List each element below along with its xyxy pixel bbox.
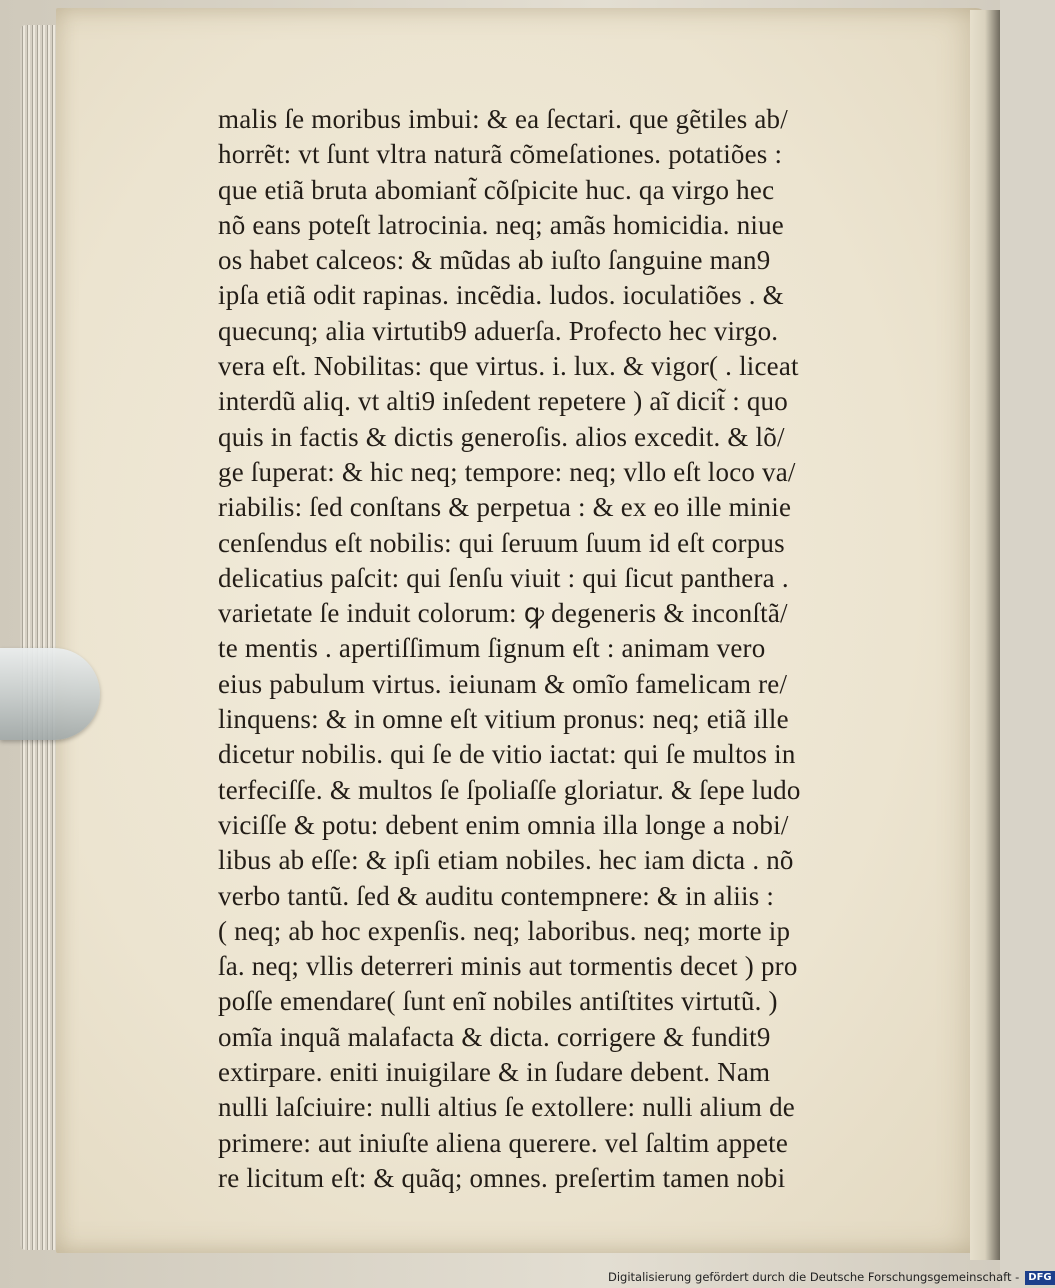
digitization-credit: [608, 1267, 1052, 1288]
text-line: nõ eans poteſt latrocinia. neq; amãs homicidia. niue: [218, 209, 784, 240]
page-clamp: [0, 648, 100, 740]
text-line: dicetur nobilis. qui ſe de vitio iactat: qui ſe multos in: [218, 739, 796, 770]
book-page-edges: [20, 25, 60, 1250]
text-line: os habet calceos: & mũdas ab iuſto ſanguine man9: [218, 245, 771, 276]
text-line: que etiã bruta abomiant̃ cõſpicite huc. qa virgo hec: [218, 174, 775, 205]
text-line: varietate ſe induit colorum: ꝙ degeneris & inconſtã/: [218, 598, 788, 629]
text-line: riabilis: ſed conſtans & perpetua : & ex eo ille minie: [218, 492, 792, 523]
text-line: re licitum eſt: & quãq; omnes. preſertim tamen nobi: [218, 1162, 786, 1193]
footer-text: Digitalisierung gefördert durch die Deutsche Forschungsgemeinschaft -: [608, 1270, 1020, 1284]
text-line: omĩa inquã malafacta & dicta. corrigere & fundit9: [218, 1021, 771, 1052]
text-line: nulli laſciuire: nulli altius ſe extollere: nulli alium de: [218, 1092, 795, 1123]
text-line: horrẽt: vt ſunt vltra naturã cõmeſationes. potatiões :: [218, 139, 783, 170]
text-line: delicatius paſcit: qui ſenſu viuit : qui ſicut panthera .: [218, 562, 789, 593]
text-line: quis in factis & dictis generoſis. alios excedit. & lõ/: [218, 421, 785, 452]
text-line: extirpare. eniti inuigilare & in ſudare debent. Nam: [218, 1057, 771, 1088]
text-line: ipſa etiã odit rapinas. incẽdia. ludos. ioculatiões . &: [218, 280, 784, 311]
text-line: primere: aut iniuſte aliena querere. vel ſaltim appete: [218, 1127, 789, 1158]
text-line: verbo tantũ. ſed & auditu contempnere: & in aliis :: [218, 880, 775, 911]
dfg-logo: DFG: [1025, 1271, 1054, 1285]
text-line: linquens: & in omne eſt vitium pronus: neq; etiã ille: [218, 704, 789, 735]
gutter-shadow: [970, 10, 1000, 1260]
text-line: ( neq; ab hoc expenſis. neq; laboribus. neq; morte ip: [218, 915, 791, 946]
text-line: ge ſuperat: & hic neq; tempore: neq; vllo eſt loco va/: [218, 456, 796, 487]
page-text: [218, 102, 908, 1196]
text-line: terfeciſſe. & multos ſe ſpoliaſſe gloriatur. & ſepe ludo: [218, 774, 801, 805]
text-line: vera eſt. Nobilitas: que virtus. i. lux. & vigor( . liceat: [218, 351, 799, 382]
text-line: poſſe emendare( ſunt enĩ nobiles antiſtites virtutũ. ): [218, 986, 778, 1017]
text-line: quecunq; alia virtutib9 aduerſa. Profecto hec virgo.: [218, 315, 779, 346]
text-line: cenſendus eſt nobilis: qui ſeruum ſuum id eſt corpus: [218, 527, 785, 558]
text-line: ſa. neq; vllis deterreri minis aut tormentis decet ) pro: [218, 951, 798, 982]
text-line: te mentis . apertiſſimum ſignum eſt : animam vero: [218, 633, 766, 664]
text-line: eius pabulum virtus. ieiunam & omĩo famelicam re/: [218, 668, 788, 699]
text-line: interdũ aliq. vt alti9 inſedent repetere ) aĩ dicit̃ : quo: [218, 386, 788, 417]
text-line: libus ab eſſe: & ipſi etiam nobiles. hec iam dicta . nõ: [218, 845, 794, 876]
text-line: malis ſe moribus imbui: & ea ſectari. que gẽtiles ab/: [218, 104, 788, 134]
text-line: viciſſe & potu: debent enim omnia illa longe a nobi/: [218, 809, 789, 840]
